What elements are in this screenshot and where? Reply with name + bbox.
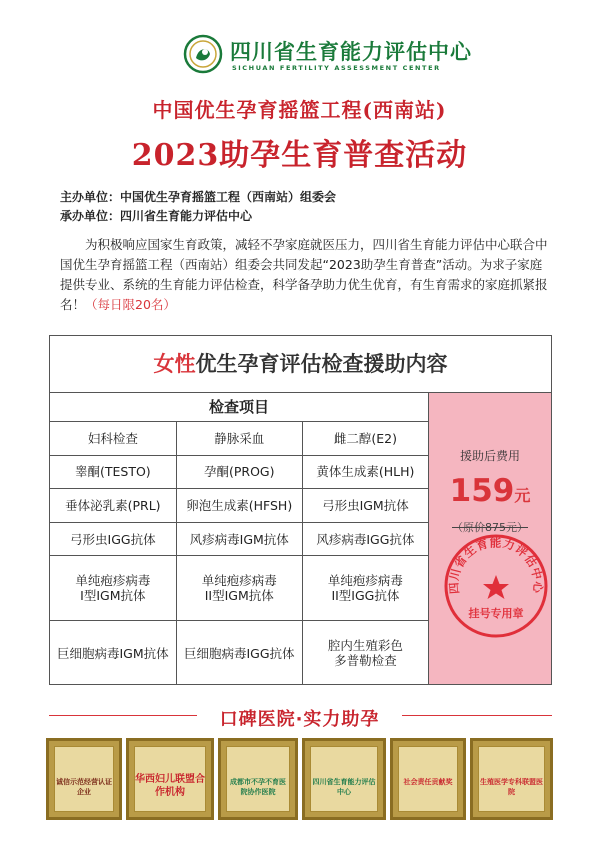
table-row (50, 422, 429, 456)
box-title-rest: 优生孕育评估检查援助内容 (195, 352, 448, 376)
daily-limit: （每日限20名） (85, 297, 176, 312)
award-plaques (46, 738, 553, 820)
exam-item: 风疹病毒IGM抗体 (176, 522, 302, 556)
plaque-text: 生殖医学专科联盟医院 (480, 778, 543, 796)
box-title-highlight: 女性 (153, 352, 196, 376)
intro-paragraph (60, 235, 550, 315)
host-organizer: 主办单位：中国优生孕育摇篮工程（西南站）组委会 (60, 190, 337, 204)
plaque-text: 成都市不孕不育医院协作医院 (230, 778, 286, 796)
price-number: 159 (449, 473, 515, 509)
original-price: （原价875元） (452, 521, 528, 534)
assistance-content-box (49, 335, 552, 685)
plaque-text: 四川省生育能力评估中心 (312, 778, 376, 796)
award-plaque (46, 738, 122, 820)
exam-items-header: 检查项目 (50, 393, 429, 422)
table-row (50, 489, 429, 523)
exam-items-grid (50, 393, 429, 685)
award-plaque (126, 738, 214, 820)
price-label: 援助后费用 (459, 449, 520, 463)
award-plaque (218, 738, 298, 820)
exam-item: 腔内生殖彩色 多普勒检查 (302, 621, 428, 685)
exam-item: 单纯疱疹病毒 II型IGM抗体 (176, 556, 302, 621)
table-row (50, 556, 429, 621)
exam-item: 妇科检查 (50, 422, 176, 456)
intro-text: 为积极响应国家生育政策，减轻不孕家庭就医压力，四川省生育能力评估中心联合中国优生孕育摇篮工程（西南站）组委会共同发起“2023助孕生育普查”活动。为求子家庭提供专业、系统的生育能力评估检查，科学备孕助力优生优育，有生育需求的家庭抓紧报名！ (60, 237, 548, 312)
exam-item: 巨细胞病毒IGG抗体 (176, 621, 302, 685)
award-plaque (470, 738, 553, 820)
award-plaque (390, 738, 466, 820)
price-panel (429, 393, 551, 684)
plaque-text: 诚信示范经营认证企业 (56, 778, 112, 796)
table-row (50, 522, 429, 556)
org-name-cn: 四川省生育能力评估中心 (230, 40, 472, 64)
price (429, 473, 551, 509)
table-row (50, 621, 429, 685)
circular-green-logo-icon (183, 34, 223, 74)
table-row (50, 455, 429, 489)
exam-item: 弓形虫IGM抗体 (302, 489, 428, 523)
exam-item: 单纯疱疹病毒 II型IGG抗体 (302, 556, 428, 621)
org-name-en: SICHUAN FERTILITY ASSESSMENT CENTER (232, 64, 441, 72)
header (0, 30, 599, 78)
undertaking-organizer: 承办单位：四川省生育能力评估中心 (60, 209, 253, 223)
exam-item: 巨细胞病毒IGM抗体 (50, 621, 176, 685)
exam-item: 黄体生成素(HLH) (302, 455, 428, 489)
box-title (50, 336, 551, 393)
exam-item: 垂体泌乳素(PRL) (50, 489, 176, 523)
exam-item: 静脉采血 (176, 422, 302, 456)
exam-item: 孕酮(PROG) (176, 455, 302, 489)
title-line2: 2023助孕生育普查活动 (131, 138, 468, 173)
exam-item: 雌二醇(E2) (302, 422, 428, 456)
award-plaque (302, 738, 386, 820)
exam-item: 睾酮(TESTO) (50, 455, 176, 489)
exam-items-table (50, 393, 429, 685)
stamp-bottom-text: 挂号专用章 (468, 607, 524, 620)
exam-item: 弓形虫IGG抗体 (50, 522, 176, 556)
price-unit: 元 (514, 486, 531, 505)
plaque-text: 华西妇儿联盟合作机构 (135, 774, 205, 798)
exam-item: 风疹病毒IGG抗体 (302, 522, 428, 556)
plaque-text: 社会责任贡献奖 (403, 778, 453, 786)
registration-stamp (441, 531, 551, 641)
red-star-icon (483, 575, 509, 599)
title-line1: 中国优生孕育摇篮工程(西南站) (152, 98, 447, 122)
stamp-text: 四川省生育能力评估中心 (446, 535, 546, 595)
slogan: 口碑医院·实力助孕 (219, 709, 380, 730)
exam-item: 卵泡生成素(HFSH) (176, 489, 302, 523)
exam-item: 单纯疱疹病毒 I型IGM抗体 (50, 556, 176, 621)
